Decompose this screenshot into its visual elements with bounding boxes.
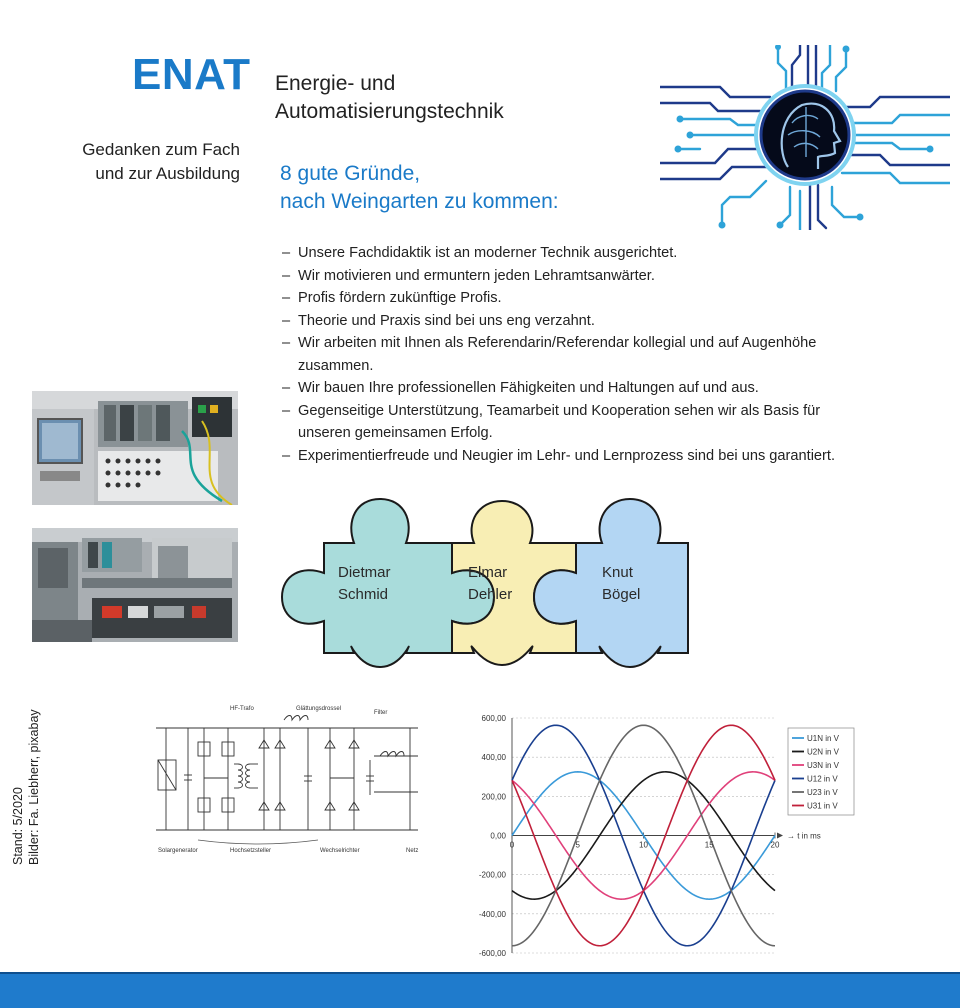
chart-y-tick-label: -200,00 bbox=[478, 870, 506, 880]
reason-text: Experimentierfreude und Neugier im Lehr- und Lernprozess sind bei uns garantiert. bbox=[298, 447, 836, 464]
bullet-dash: – bbox=[282, 335, 291, 351]
reason-item bbox=[282, 310, 922, 333]
label-wechselrichter: Wechselrichter bbox=[320, 848, 360, 854]
label-hf-trafo: HF-Trafo bbox=[230, 706, 254, 712]
label-glaettungsdrossel: Glättungsdrossel bbox=[296, 706, 342, 712]
label-filter: Filter bbox=[374, 710, 388, 716]
reasons-title-line1: 8 gute Gründe, bbox=[280, 162, 421, 185]
chart-x-tick-label: 10 bbox=[639, 840, 648, 850]
chart-legend-label: U2N in V bbox=[807, 747, 840, 757]
chart-y-tick-label: 200,00 bbox=[481, 792, 506, 802]
reason-item bbox=[282, 265, 922, 288]
chart-x-tick-label: 0 bbox=[509, 840, 515, 850]
thoughts-heading bbox=[40, 138, 240, 186]
reason-item bbox=[282, 287, 922, 310]
puzzle-name-1-first: Dietmar bbox=[338, 564, 391, 581]
reasons-list bbox=[282, 242, 922, 467]
reason-text: Wir arbeiten mit Ihnen als Referendarin/Referendar kollegial und auf Augenhöhe zusammen. bbox=[298, 335, 817, 374]
reason-item bbox=[282, 242, 922, 265]
chart-x-tick-label: 15 bbox=[704, 840, 714, 850]
reason-item bbox=[282, 332, 922, 377]
chart-y-tick-label: 600,00 bbox=[481, 714, 506, 723]
bullet-dash: – bbox=[282, 290, 291, 306]
reason-item bbox=[282, 400, 922, 445]
chart-y-tick-label: -600,00 bbox=[478, 949, 506, 958]
puzzle-name-3-first: Knut bbox=[602, 564, 633, 581]
chart-legend-label: U1N in V bbox=[807, 734, 840, 743]
chart-legend-label: U12 in V bbox=[807, 774, 838, 784]
reason-text: Theorie und Praxis sind bei uns eng verzahnt. bbox=[298, 312, 595, 329]
subtitle bbox=[275, 70, 504, 126]
image-credits bbox=[0, 690, 60, 870]
thoughts-line1: Gedanken zum Fach bbox=[82, 140, 240, 159]
training-panel-photo-2 bbox=[32, 528, 238, 642]
credits-date: Stand: 5/2020 bbox=[11, 787, 25, 865]
reason-text: Wir bauen Ihre professionellen Fähigkeiten und Haltungen auf und aus. bbox=[298, 380, 759, 396]
chart-y-tick-label: -400,00 bbox=[478, 909, 506, 919]
puzzle-name-2-first: Elmar bbox=[468, 564, 508, 581]
label-hochsetzsteller: Hochsetzsteller bbox=[230, 848, 272, 854]
logo-enat: ENAT bbox=[132, 50, 251, 99]
subtitle-line2: Automatisierungstechnik bbox=[275, 100, 504, 123]
reason-text: Wir motivieren und ermuntern jeden Lehramtsanwärter. bbox=[298, 267, 655, 284]
puzzle-name-3-last: Bögel bbox=[602, 586, 641, 603]
credits-sources: Bilder: Fa. Liebherr, pixabay bbox=[27, 709, 41, 865]
chart-legend-label: U31 in V bbox=[807, 801, 838, 811]
label-solargenerator: Solargenerator bbox=[158, 848, 198, 854]
thoughts-line2: und zur Ausbildung bbox=[95, 164, 240, 183]
chart-legend-label: U3N in V bbox=[807, 761, 840, 770]
team-puzzle bbox=[280, 495, 695, 675]
chart-legend bbox=[788, 728, 854, 815]
subtitle-line1: Energie- und bbox=[275, 72, 396, 95]
reason-item bbox=[282, 377, 922, 400]
chart-labels bbox=[479, 714, 821, 958]
bullet-dash: – bbox=[282, 380, 291, 396]
training-panel-photo-1 bbox=[32, 391, 238, 505]
chart-x-arrow bbox=[777, 833, 783, 839]
bullet-dash: – bbox=[282, 402, 291, 419]
chart-x-tick-label: 20 bbox=[770, 840, 780, 850]
bullet-dash: – bbox=[282, 447, 291, 464]
reasons-title-line2: nach Weingarten zu kommen: bbox=[280, 190, 559, 213]
bullet-dash: – bbox=[282, 312, 291, 329]
reason-text: Unsere Fachdidaktik ist an moderner Technik ausgerichtet. bbox=[298, 245, 678, 261]
reason-text: Gegenseitige Unterstützung, Teamarbeit und Kooperation sehen wir als Basis für unseren gemeinsamen Erfolg. bbox=[298, 402, 821, 441]
chart-x-tick-label: 5 bbox=[575, 840, 580, 850]
three-phase-voltage-chart bbox=[470, 708, 870, 968]
puzzle-name-1-last: Schmid bbox=[338, 586, 389, 603]
puzzle-name-2-last: Dehler bbox=[468, 586, 513, 603]
chart-legend-label: U23 in V bbox=[807, 788, 838, 797]
chart-y-tick-label: 400,00 bbox=[481, 753, 506, 763]
ai-circuit-head-illustration bbox=[660, 45, 950, 230]
reason-text: Profis fördern zukünftige Profis. bbox=[298, 290, 502, 306]
bullet-dash: – bbox=[282, 267, 291, 284]
label-netz: Netz bbox=[406, 848, 419, 854]
chart-y-tick-label: 0,00 bbox=[490, 831, 506, 841]
reasons-title bbox=[280, 160, 559, 216]
reason-item bbox=[282, 445, 922, 468]
inverter-schematic bbox=[148, 700, 433, 860]
chart-x-axis-label: → t in ms bbox=[787, 831, 821, 841]
footer-bar bbox=[0, 972, 960, 1008]
bullet-dash: – bbox=[282, 245, 291, 261]
